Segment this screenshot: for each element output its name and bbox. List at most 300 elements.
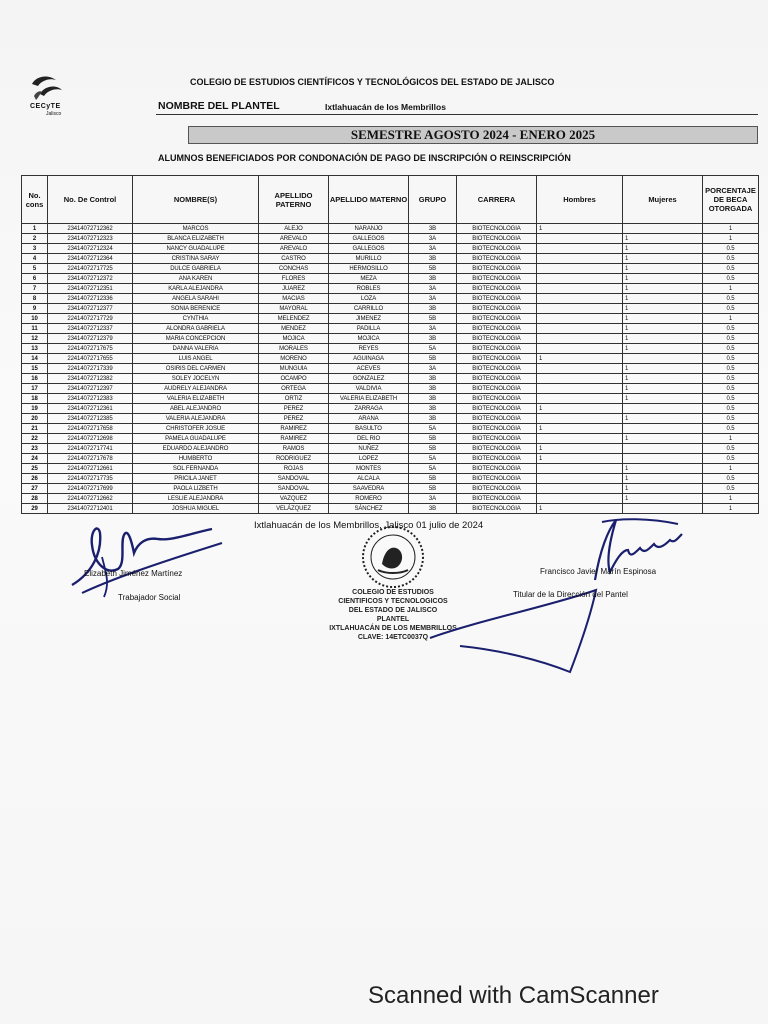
cell-nombres: SOLEY JOCELYN <box>133 374 259 384</box>
cell-porcentaje: 0.5 <box>703 384 759 394</box>
left-signatory-role: Trabajador Social <box>118 593 181 602</box>
cell-materno: GALLEGOS <box>329 244 409 254</box>
cell-no: 21 <box>22 424 48 434</box>
cell-carrera: BIOTECNOLOGIA <box>457 434 537 444</box>
cell-grupo: 3A <box>409 364 457 374</box>
cell-carrera: BIOTECNOLOGIA <box>457 324 537 334</box>
cell-no: 22 <box>22 434 48 444</box>
cell-nombres: CHRISTOFER JOSUE <box>133 424 259 434</box>
cell-grupo: 3A <box>409 324 457 334</box>
cell-paterno: MUNGUIA <box>259 364 329 374</box>
cell-no: 1 <box>22 224 48 234</box>
cell-mujeres: 1 <box>623 484 703 494</box>
col-header-mujeres: Mujeres <box>623 176 703 224</box>
cell-grupo: 5B <box>409 434 457 444</box>
cell-no: 19 <box>22 404 48 414</box>
seal-line: IXTLAHUACÁN DE LOS MEMBRILLOS <box>329 625 457 632</box>
cell-control: 22414072717675 <box>48 344 133 354</box>
cell-porcentaje: 0.5 <box>703 364 759 374</box>
cell-carrera: BIOTECNOLOGIA <box>457 364 537 374</box>
cell-materno: SAAVEDRA <box>329 484 409 494</box>
cell-porcentaje: 1 <box>703 234 759 244</box>
cell-carrera: BIOTECNOLOGIA <box>457 314 537 324</box>
cell-control: 22414072712698 <box>48 434 133 444</box>
cell-paterno: CONCHAS <box>259 264 329 274</box>
cell-carrera: BIOTECNOLOGIA <box>457 294 537 304</box>
cell-nombres: SOL FERNANDA <box>133 464 259 474</box>
cell-nombres: ANGELA SARAHI <box>133 294 259 304</box>
cell-grupo: 3B <box>409 384 457 394</box>
cell-no: 23 <box>22 444 48 454</box>
cell-mujeres: 1 <box>623 324 703 334</box>
cell-mujeres: 1 <box>623 374 703 384</box>
cell-paterno: AREVALO <box>259 234 329 244</box>
cell-no: 27 <box>22 484 48 494</box>
cell-nombres: LESLIE ALEJANDRA <box>133 494 259 504</box>
cell-porcentaje: 0.5 <box>703 474 759 484</box>
cell-nombres: ABEL ALEJANDRO <box>133 404 259 414</box>
cell-hombres <box>537 294 623 304</box>
cell-hombres <box>537 384 623 394</box>
cell-materno: ACEVES <box>329 364 409 374</box>
cell-hombres: 1 <box>537 454 623 464</box>
cell-paterno: ALEJO <box>259 224 329 234</box>
cell-paterno: SANDOVAL <box>259 484 329 494</box>
cell-carrera: BIOTECNOLOGIA <box>457 284 537 294</box>
cell-materno: AGUINAGA <box>329 354 409 364</box>
cell-control: 22414072717741 <box>48 444 133 454</box>
right-signatory-role: Titular de la Dirección del Pantel <box>513 590 628 599</box>
cell-porcentaje: 0.5 <box>703 264 759 274</box>
cell-grupo: 3A <box>409 244 457 254</box>
table-row <box>22 224 759 234</box>
table-row <box>22 364 759 374</box>
right-signatory-name: Francisco Javier Marín Espinosa <box>540 567 657 576</box>
cell-no: 12 <box>22 334 48 344</box>
table-row <box>22 334 759 344</box>
list-subtitle: ALUMNOS BENEFICIADOS POR CONDONACIÓN DE PAGO DE INSCRIPCIÓN O REINSCRIPCIÓN <box>158 153 571 163</box>
table-row <box>22 344 759 354</box>
cell-nombres: JOSHUA MIGUEL <box>133 504 259 514</box>
cell-hombres: 1 <box>537 424 623 434</box>
cell-carrera: BIOTECNOLOGIA <box>457 264 537 274</box>
cell-control: 22414072712661 <box>48 464 133 474</box>
cell-materno: NUÑEZ <box>329 444 409 454</box>
cell-control: 23414072712361 <box>48 404 133 414</box>
cell-mujeres: 1 <box>623 344 703 354</box>
cell-no: 15 <box>22 364 48 374</box>
cell-grupo: 5A <box>409 424 457 434</box>
cell-grupo: 5B <box>409 264 457 274</box>
table-row <box>22 314 759 324</box>
cell-materno: GALLEGOS <box>329 234 409 244</box>
cell-materno: ROBLES <box>329 284 409 294</box>
cell-materno: GONZALEZ <box>329 374 409 384</box>
cell-porcentaje: 1 <box>703 434 759 444</box>
left-signatory-name: Elizabeth Jiménez Martínez <box>84 569 183 578</box>
cell-nombres: OSIRIS DEL CARMEN <box>133 364 259 374</box>
cell-nombres: KARLA ALEJANDRA <box>133 284 259 294</box>
cell-materno: REYES <box>329 344 409 354</box>
cell-nombres: HUMBERTO <box>133 454 259 464</box>
cell-materno: MOJICA <box>329 334 409 344</box>
cell-no: 20 <box>22 414 48 424</box>
cell-carrera: BIOTECNOLOGIA <box>457 424 537 434</box>
cell-nombres: DULCE GABRIELA <box>133 264 259 274</box>
cell-grupo: 3B <box>409 334 457 344</box>
cell-no: 7 <box>22 284 48 294</box>
cell-grupo: 5B <box>409 444 457 454</box>
cell-paterno: PEREZ <box>259 414 329 424</box>
cell-porcentaje: 0.5 <box>703 254 759 264</box>
cell-grupo: 3B <box>409 274 457 284</box>
seal-line: PLANTEL <box>376 616 410 623</box>
col-header-control: No. De Control <box>48 176 133 224</box>
cell-mujeres <box>623 224 703 234</box>
cell-hombres <box>537 484 623 494</box>
table-row <box>22 324 759 334</box>
cell-grupo: 3A <box>409 284 457 294</box>
cell-no: 16 <box>22 374 48 384</box>
table-row <box>22 434 759 444</box>
cell-paterno: VAZQUEZ <box>259 494 329 504</box>
cell-mujeres: 1 <box>623 394 703 404</box>
cell-grupo: 3A <box>409 234 457 244</box>
cell-hombres <box>537 364 623 374</box>
cell-porcentaje: 0.5 <box>703 324 759 334</box>
cell-grupo: 3B <box>409 374 457 384</box>
cell-materno: JIMENEZ <box>329 314 409 324</box>
cell-porcentaje: 1 <box>703 224 759 234</box>
cell-nombres: NANCY GUADALUPE <box>133 244 259 254</box>
signature-left-icon <box>62 513 232 603</box>
cell-paterno: FLORES <box>259 274 329 284</box>
seal-line: CIENTIFICOS Y TECNOLOGICOS <box>338 598 448 605</box>
semester-banner: SEMESTRE AGOSTO 2024 - ENERO 2025 <box>188 126 758 144</box>
cell-grupo: 5A <box>409 464 457 474</box>
cell-hombres <box>537 254 623 264</box>
cell-porcentaje: 0.5 <box>703 344 759 354</box>
cell-nombres: ANA KAREN <box>133 274 259 284</box>
cell-hombres <box>537 464 623 474</box>
cell-no: 26 <box>22 474 48 484</box>
cell-control: 22414072717729 <box>48 314 133 324</box>
cell-control: 23414072712323 <box>48 234 133 244</box>
cell-nombres: BLANCA ELIZABETH <box>133 234 259 244</box>
cell-porcentaje: 0.5 <box>703 394 759 404</box>
cell-porcentaje: 1 <box>703 314 759 324</box>
cell-hombres <box>537 334 623 344</box>
table-row <box>22 384 759 394</box>
cell-mujeres: 1 <box>623 254 703 264</box>
table-row <box>22 404 759 414</box>
cell-grupo: 5A <box>409 454 457 464</box>
cell-paterno: MELENDEZ <box>259 314 329 324</box>
col-header-paterno: APELLIDO PATERNO <box>259 176 329 224</box>
cell-no: 11 <box>22 324 48 334</box>
cell-control: 22414072717725 <box>48 264 133 274</box>
cell-no: 6 <box>22 274 48 284</box>
cell-control: 23414072712377 <box>48 304 133 314</box>
official-seal-icon <box>360 524 426 590</box>
cell-hombres <box>537 434 623 444</box>
cell-nombres: VALERIA ALEJANDRA <box>133 414 259 424</box>
cell-grupo: 5B <box>409 354 457 364</box>
cell-materno: LOZA <box>329 294 409 304</box>
cell-paterno: AREVALO <box>259 244 329 254</box>
col-header-porcentaje: PORCENTAJE DE BECA OTORGADA <box>703 176 759 224</box>
cell-control: 23414072712382 <box>48 374 133 384</box>
place-and-date: Ixtlahuacán de los Membrillos, Jalisco 01 julio de 2024 <box>254 520 484 531</box>
cell-hombres <box>537 324 623 334</box>
col-header-no: No. cons <box>22 176 48 224</box>
cell-control: 22414072717678 <box>48 454 133 464</box>
cell-paterno: CASTRO <box>259 254 329 264</box>
cell-paterno: PEREZ <box>259 404 329 414</box>
cell-porcentaje: 0.5 <box>703 354 759 364</box>
cell-no: 17 <box>22 384 48 394</box>
col-header-nombres: NOMBRE(S) <box>133 176 259 224</box>
cell-grupo: 3B <box>409 394 457 404</box>
cell-paterno: MORENO <box>259 354 329 364</box>
cell-mujeres <box>623 354 703 364</box>
cell-porcentaje: 1 <box>703 504 759 514</box>
cell-control: 23414072712401 <box>48 504 133 514</box>
cell-porcentaje: 0.5 <box>703 244 759 254</box>
table-row <box>22 474 759 484</box>
cell-porcentaje: 0.5 <box>703 304 759 314</box>
cell-mujeres: 1 <box>623 334 703 344</box>
cell-hombres <box>537 494 623 504</box>
cell-mujeres: 1 <box>623 384 703 394</box>
cell-hombres <box>537 314 623 324</box>
cell-control: 23414072712364 <box>48 254 133 264</box>
cell-hombres <box>537 264 623 274</box>
col-header-hombres: Hombres <box>537 176 623 224</box>
cell-materno: BASULTO <box>329 424 409 434</box>
cell-materno: SÁNCHEZ <box>329 504 409 514</box>
cell-carrera: BIOTECNOLOGIA <box>457 374 537 384</box>
cell-carrera: BIOTECNOLOGIA <box>457 464 537 474</box>
cell-materno: MURILLO <box>329 254 409 264</box>
cell-paterno: RAMIREZ <box>259 434 329 444</box>
cell-paterno: VELÁZQUEZ <box>259 504 329 514</box>
cell-control: 23414072712336 <box>48 294 133 304</box>
cell-nombres: ALONDRA GABRIELA <box>133 324 259 334</box>
cell-mujeres: 1 <box>623 364 703 374</box>
cell-grupo: 3B <box>409 254 457 264</box>
cell-grupo: 5B <box>409 474 457 484</box>
cell-porcentaje: 1 <box>703 494 759 504</box>
cell-mujeres: 1 <box>623 434 703 444</box>
cell-paterno: SANDOVAL <box>259 474 329 484</box>
table-row <box>22 424 759 434</box>
cell-carrera: BIOTECNOLOGIA <box>457 384 537 394</box>
cell-mujeres: 1 <box>623 304 703 314</box>
cell-grupo: 3A <box>409 494 457 504</box>
table-row <box>22 304 759 314</box>
col-header-carrera: CARRERA <box>457 176 537 224</box>
cell-paterno: RAMOS <box>259 444 329 454</box>
cell-mujeres: 1 <box>623 464 703 474</box>
cell-paterno: ROJAS <box>259 464 329 474</box>
cell-materno: MONTES <box>329 464 409 474</box>
cell-paterno: MAYORAL <box>259 304 329 314</box>
cell-mujeres: 1 <box>623 474 703 484</box>
cell-materno: MEZA <box>329 274 409 284</box>
cell-nombres: VALERIA ELIZABETH <box>133 394 259 404</box>
cell-nombres: SONIA BERENICE <box>133 304 259 314</box>
cell-mujeres: 1 <box>623 414 703 424</box>
cell-control: 23414072712383 <box>48 394 133 404</box>
cell-carrera: BIOTECNOLOGIA <box>457 494 537 504</box>
cell-control: 23414072712324 <box>48 244 133 254</box>
cell-porcentaje: 1 <box>703 284 759 294</box>
table-row <box>22 374 759 384</box>
cell-hombres <box>537 244 623 254</box>
cell-materno: ARANA <box>329 414 409 424</box>
cell-materno: ZARRAGA <box>329 404 409 414</box>
table-row <box>22 444 759 454</box>
cell-mujeres <box>623 444 703 454</box>
table-row <box>22 494 759 504</box>
logo-name: CECyTE <box>30 103 61 110</box>
cell-paterno: RAMIREZ <box>259 424 329 434</box>
cell-hombres: 1 <box>537 504 623 514</box>
cell-materno: NARANJO <box>329 224 409 234</box>
cell-mujeres: 1 <box>623 494 703 504</box>
cell-grupo: 5A <box>409 344 457 354</box>
table-row <box>22 354 759 364</box>
cell-porcentaje: 0.5 <box>703 404 759 414</box>
cell-carrera: BIOTECNOLOGIA <box>457 244 537 254</box>
cell-paterno: MACIAS <box>259 294 329 304</box>
cell-hombres <box>537 414 623 424</box>
cell-porcentaje: 0.5 <box>703 484 759 494</box>
cell-carrera: BIOTECNOLOGIA <box>457 484 537 494</box>
cell-carrera: BIOTECNOLOGIA <box>457 454 537 464</box>
cell-hombres <box>537 344 623 354</box>
cell-control: 22414072717339 <box>48 364 133 374</box>
cell-mujeres <box>623 454 703 464</box>
cell-carrera: BIOTECNOLOGIA <box>457 344 537 354</box>
cell-porcentaje: 0.5 <box>703 334 759 344</box>
cell-carrera: BIOTECNOLOGIA <box>457 224 537 234</box>
cell-carrera: BIOTECNOLOGIA <box>457 414 537 424</box>
cell-nombres: AUDRELY ALEJANDRA <box>133 384 259 394</box>
table-header-row <box>22 176 759 224</box>
cell-nombres: CYNTHIA <box>133 314 259 324</box>
cell-nombres: MARCOS <box>133 224 259 234</box>
cell-nombres: MARIA CONCEPCION <box>133 334 259 344</box>
cell-grupo: 5B <box>409 484 457 494</box>
cell-nombres: DANNA VALERIA <box>133 344 259 354</box>
cell-no: 24 <box>22 454 48 464</box>
cell-materno: CARRILLO <box>329 304 409 314</box>
cell-hombres <box>537 274 623 284</box>
cell-grupo: 3B <box>409 404 457 414</box>
cell-porcentaje: 0.5 <box>703 424 759 434</box>
cell-materno: ROMERO <box>329 494 409 504</box>
table-row <box>22 244 759 254</box>
cell-materno: PADILLA <box>329 324 409 334</box>
underline-divider <box>156 114 758 115</box>
cell-no: 18 <box>22 394 48 404</box>
cell-mujeres <box>623 404 703 414</box>
cell-paterno: MENDEZ <box>259 324 329 334</box>
cell-porcentaje: 0.5 <box>703 414 759 424</box>
cell-control: 23414072712362 <box>48 224 133 234</box>
cell-no: 5 <box>22 264 48 274</box>
cell-materno: VALDIVIA <box>329 384 409 394</box>
cell-mujeres <box>623 424 703 434</box>
cell-materno: DEL RIO <box>329 434 409 444</box>
table-row <box>22 464 759 474</box>
cell-control: 22414072717699 <box>48 484 133 494</box>
cell-carrera: BIOTECNOLOGIA <box>457 444 537 454</box>
cell-mujeres: 1 <box>623 244 703 254</box>
plantel-label: NOMBRE DEL PLANTEL <box>158 100 280 112</box>
cell-hombres: 1 <box>537 224 623 234</box>
cell-porcentaje: 1 <box>703 464 759 474</box>
cell-porcentaje: 0.5 <box>703 374 759 384</box>
cell-grupo: 3B <box>409 304 457 314</box>
table-row <box>22 484 759 494</box>
cell-carrera: BIOTECNOLOGIA <box>457 404 537 414</box>
cell-porcentaje: 0.5 <box>703 274 759 284</box>
cell-materno: HERMOSILLO <box>329 264 409 274</box>
cell-control: 22414072717735 <box>48 474 133 484</box>
cell-control: 23414072712385 <box>48 414 133 424</box>
table-row <box>22 454 759 464</box>
cell-mujeres: 1 <box>623 314 703 324</box>
cell-control: 23414072712397 <box>48 384 133 394</box>
cell-no: 25 <box>22 464 48 474</box>
cell-no: 8 <box>22 294 48 304</box>
cell-materno: VALERIA ELIZABETH <box>329 394 409 404</box>
cell-hombres <box>537 304 623 314</box>
cell-hombres <box>537 234 623 244</box>
cell-hombres <box>537 474 623 484</box>
cell-porcentaje: 0.5 <box>703 444 759 454</box>
camscanner-watermark: Scanned with CamScanner <box>368 982 659 1009</box>
cell-no: 10 <box>22 314 48 324</box>
cell-carrera: BIOTECNOLOGIA <box>457 334 537 344</box>
cell-control: 22414072717655 <box>48 354 133 364</box>
table-row <box>22 414 759 424</box>
cell-no: 9 <box>22 304 48 314</box>
cell-porcentaje: 0.5 <box>703 294 759 304</box>
cell-nombres: LUIS ANGEL <box>133 354 259 364</box>
cell-paterno: MORALES <box>259 344 329 354</box>
cell-paterno: ORTIZ <box>259 394 329 404</box>
logo-subtitle: Jalisco <box>46 111 62 117</box>
cell-no: 28 <box>22 494 48 504</box>
cell-paterno: ORTEGA <box>259 384 329 394</box>
cell-carrera: BIOTECNOLOGIA <box>457 354 537 364</box>
table-row <box>22 274 759 284</box>
cell-no: 3 <box>22 244 48 254</box>
seal-line: CLAVE: 14ETC0037Q <box>357 634 429 641</box>
cell-carrera: BIOTECNOLOGIA <box>457 474 537 484</box>
col-header-materno: APELLIDO MATERNO <box>329 176 409 224</box>
cell-grupo: 3A <box>409 294 457 304</box>
cell-control: 22414072712662 <box>48 494 133 504</box>
cell-hombres <box>537 374 623 384</box>
cell-nombres: EDUARDO ALEJANDRO <box>133 444 259 454</box>
cell-grupo: 3B <box>409 504 457 514</box>
seal-line: DEL ESTADO DE JALISCO <box>348 607 438 614</box>
